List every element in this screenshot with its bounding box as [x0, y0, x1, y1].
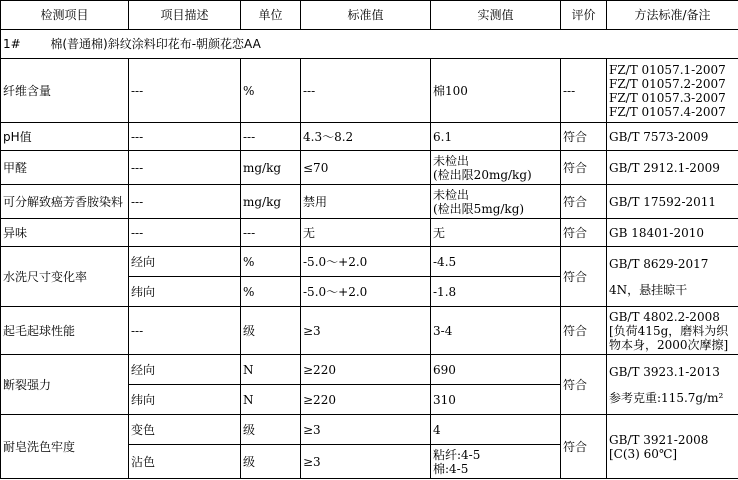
- method-cell: [607, 415, 738, 479]
- item-fiber: 纤维含量: [1, 59, 129, 123]
- standard-cell: ≤70: [301, 151, 431, 185]
- method-cell: [607, 355, 738, 415]
- header-row: [1, 1, 738, 30]
- eval-cell: 符合: [561, 123, 607, 151]
- measured-cell: 6.1: [431, 123, 561, 151]
- method-line: FZ/T 01057.3-2007: [609, 90, 726, 105]
- eval-cell: 符合: [561, 151, 607, 185]
- measured-line: 未检出: [433, 153, 470, 168]
- item-formaldehyde: 甲醛: [1, 151, 129, 185]
- method-cell: GB/T 2912.1-2009: [607, 151, 738, 185]
- unit-cell: mg/kg: [241, 151, 301, 185]
- measured-cell: 棉100: [431, 59, 561, 123]
- standard-cell: 禁用: [301, 185, 431, 219]
- method-line: FZ/T 01057.1-2007: [609, 62, 726, 77]
- method-line: 参考克重:115.7g/m²: [609, 390, 724, 405]
- desc-cell: ---: [129, 307, 241, 355]
- item-pilling: 起毛起球性能: [1, 307, 129, 355]
- measured-line: 粘纤:4-5: [433, 447, 481, 462]
- unit-cell: 级: [241, 445, 301, 479]
- standard-cell: ≥3: [301, 415, 431, 445]
- table-row: [1, 415, 738, 445]
- item-break: 断裂强力: [1, 355, 129, 415]
- unit-cell: 级: [241, 307, 301, 355]
- unit-cell: N: [241, 355, 301, 385]
- measured-cell: [431, 185, 561, 219]
- method-line: [C(3) 60℃]: [609, 446, 678, 461]
- measured-line: (检出限20mg/kg): [433, 167, 532, 182]
- measured-cell: [431, 415, 561, 445]
- table-row: [1, 185, 738, 219]
- measured-cell: 无: [431, 219, 561, 247]
- desc-cell: 沾色: [129, 445, 241, 479]
- desc-cell: ---: [129, 185, 241, 219]
- header-eval: 评价: [561, 1, 607, 30]
- method-line: GB/T 8629-2017: [609, 256, 709, 271]
- standard-cell: -5.0～+2.0: [301, 247, 431, 277]
- desc-cell: 变色: [129, 415, 241, 445]
- desc-cell: 纬向: [129, 277, 241, 307]
- measured-cell: -4.5: [431, 247, 561, 277]
- unit-cell: ---: [241, 219, 301, 247]
- eval-cell: 符合: [561, 415, 607, 479]
- table-row: [1, 123, 738, 151]
- method-line: 物本身，2000次摩擦]: [609, 337, 729, 352]
- method-cell: GB/T 17592-2011: [607, 185, 738, 219]
- table-row: [1, 247, 738, 277]
- measured-line: 4: [433, 422, 441, 437]
- desc-cell: ---: [129, 219, 241, 247]
- desc-cell: 纬向: [129, 385, 241, 415]
- desc-cell: ---: [129, 151, 241, 185]
- header-standard: 标准值: [301, 1, 431, 30]
- measured-line: (检出限5mg/kg): [433, 201, 525, 216]
- item-wash-dim: 水洗尺寸变化率: [1, 247, 129, 307]
- eval-cell: 符合: [561, 247, 607, 307]
- measured-cell: [431, 445, 561, 479]
- measured-cell: 310: [431, 385, 561, 415]
- unit-cell: %: [241, 59, 301, 123]
- header-item: 检测项目: [1, 1, 129, 30]
- method-line: GB/T 3921-2008: [609, 432, 709, 447]
- standard-cell: 无: [301, 219, 431, 247]
- sample-cell: [1, 30, 738, 59]
- desc-cell: ---: [129, 59, 241, 123]
- method-line: FZ/T 01057.4-2007: [609, 104, 726, 119]
- unit-cell: N: [241, 385, 301, 415]
- method-cell: GB 18401-2010: [607, 219, 738, 247]
- method-cell: GB/T 7573-2009: [607, 123, 738, 151]
- header-unit: 单位: [241, 1, 301, 30]
- standard-cell: 4.3～8.2: [301, 123, 431, 151]
- item-odor: 异味: [1, 219, 129, 247]
- eval-cell: 符合: [561, 307, 607, 355]
- measured-line: 未检出: [433, 187, 470, 202]
- method-line: [负荷415g，磨料为织: [609, 323, 729, 338]
- unit-cell: %: [241, 247, 301, 277]
- standard-cell: -5.0～+2.0: [301, 277, 431, 307]
- eval-cell: 符合: [561, 219, 607, 247]
- method-line: 4N，悬挂晾干: [609, 282, 688, 297]
- method-cell: [607, 59, 738, 123]
- measured-line: 棉:4-5: [433, 461, 469, 476]
- item-ph: pH值: [1, 123, 129, 151]
- table-row: [1, 151, 738, 185]
- sample-row: [1, 30, 738, 59]
- item-soap: 耐皂洗色牢度: [1, 415, 129, 479]
- unit-cell: ---: [241, 123, 301, 151]
- desc-cell: ---: [129, 123, 241, 151]
- desc-cell: 经向: [129, 247, 241, 277]
- standard-cell: ≥3: [301, 307, 431, 355]
- item-amine: 可分解致癌芳香胺染料: [1, 185, 129, 219]
- table-row: [1, 219, 738, 247]
- measured-cell: 690: [431, 355, 561, 385]
- measured-cell: [431, 151, 561, 185]
- eval-cell: 符合: [561, 355, 607, 415]
- sample-index: 1#: [3, 37, 21, 51]
- measured-cell: 3-4: [431, 307, 561, 355]
- table-row: [1, 355, 738, 385]
- sample-name: 棉(普通棉)斜纹涂料印花布-朝颜花恋AA: [50, 37, 261, 51]
- table-row: [1, 59, 738, 123]
- method-cell: [607, 247, 738, 307]
- header-measured: 实测值: [431, 1, 561, 30]
- unit-cell: 级: [241, 415, 301, 445]
- header-method: 方法标准/备注: [607, 1, 738, 30]
- method-cell: [607, 307, 738, 355]
- standard-cell: ≥220: [301, 385, 431, 415]
- unit-cell: %: [241, 277, 301, 307]
- desc-cell: 经向: [129, 355, 241, 385]
- standard-cell: ≥3: [301, 445, 431, 479]
- method-line: FZ/T 01057.2-2007: [609, 76, 726, 91]
- unit-cell: mg/kg: [241, 185, 301, 219]
- method-line: GB/T 3923.1-2013: [609, 364, 720, 379]
- header-desc: 项目描述: [129, 1, 241, 30]
- standard-cell: ≥220: [301, 355, 431, 385]
- method-line: GB/T 4802.2-2008: [609, 309, 720, 324]
- eval-cell: 符合: [561, 185, 607, 219]
- measured-cell: -1.8: [431, 277, 561, 307]
- standard-cell: ---: [301, 59, 431, 123]
- table-row: [1, 307, 738, 355]
- eval-cell: ---: [561, 59, 607, 123]
